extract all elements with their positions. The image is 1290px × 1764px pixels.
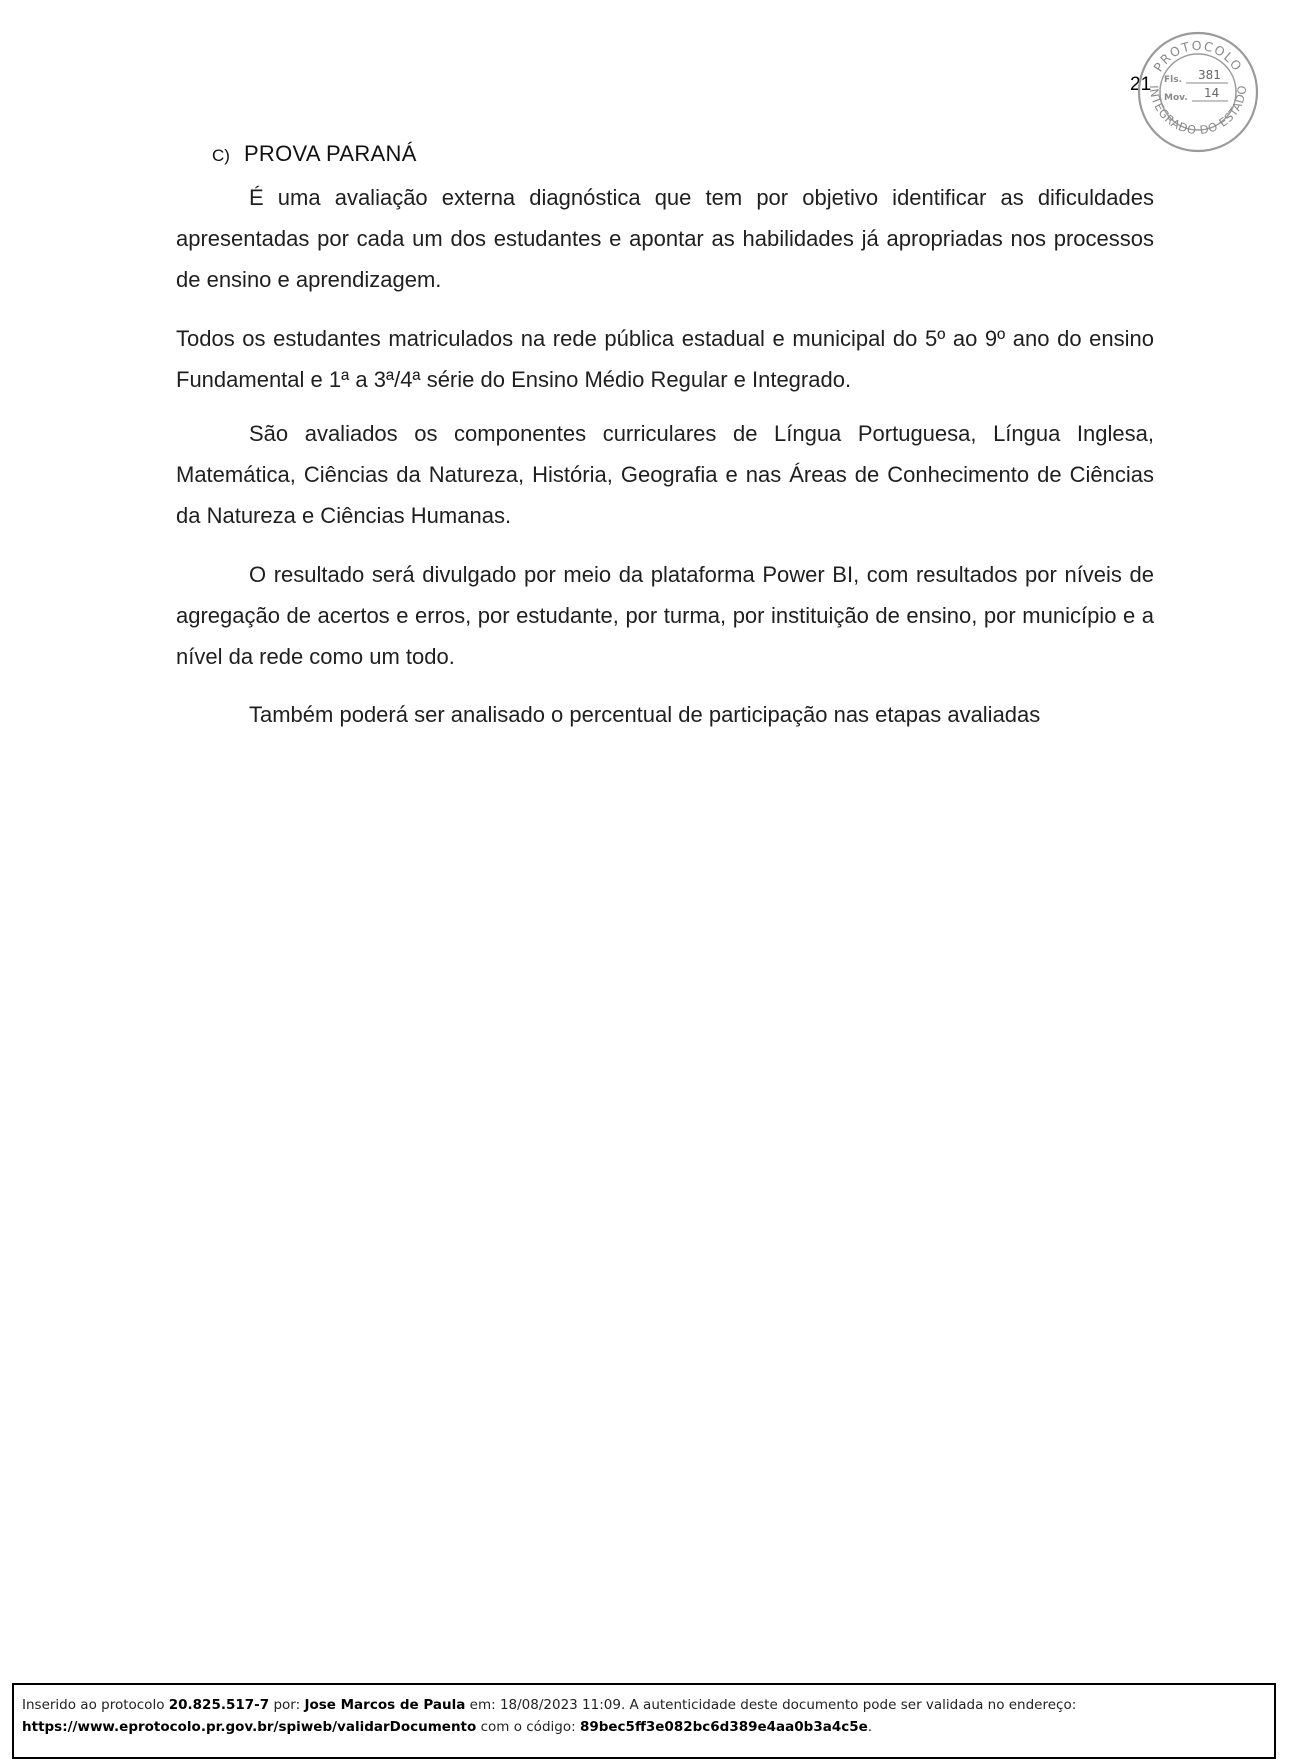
authentication-footer — [12, 1683, 1276, 1759]
paragraph-participation: Também poderá ser analisado o percentual de participação nas etapas avaliadas — [249, 702, 1041, 727]
footer-validation-url[interactable]: https://www.eprotocolo.pr.gov.br/spiweb/validarDocumento — [22, 1719, 477, 1735]
footer-validation-code: 89bec5ff3e082bc6d389e4aa0b3a4c5e — [579, 1719, 868, 1735]
section-title: PROVA PARANÁ — [243, 141, 417, 166]
section-heading — [212, 141, 417, 167]
protocol-stamp — [1136, 30, 1260, 154]
footer-text: Inserido ao protocolo — [22, 1697, 169, 1713]
footer-text: em: 18/08/2023 11:09. A autenticidade deste documento pode ser validada no endereço: — [465, 1697, 1077, 1713]
paragraph-results: O resultado será divulgado por meio da plataforma Power BI, com resultados por níveis de agregação de acertos e erros, por estudante, por turma, por instituição de ensino, por município e a nível da rede como um todo. — [176, 562, 1154, 669]
footer-text: por: — [269, 1697, 305, 1713]
page-number: 21 — [1130, 74, 1152, 95]
svg-text:Mov.: Mov. — [1164, 93, 1188, 103]
svg-text:Fls.: Fls. — [1164, 75, 1183, 85]
footer-author: Jose Marcos de Paula — [304, 1697, 466, 1713]
paragraph-components: São avaliados os componentes curriculares de Língua Portuguesa, Língua Inglesa, Matemática, Ciências da Natureza, História, Geografia e nas Áreas de Conhecimento de Ciências da Natureza e Ciências Humanas. — [176, 421, 1154, 528]
svg-text:381: 381 — [1198, 68, 1221, 82]
paragraph-intro: É uma avaliação externa diagnóstica que tem por objetivo identificar as dificuldades apresentadas por cada um dos estudantes e apontar as habilidades já apropriadas nos processos de ensino e aprendizagem. — [176, 185, 1154, 292]
protocol-stamp-seal — [1136, 30, 1260, 154]
footer-protocol-number: 20.825.517-7 — [168, 1697, 270, 1713]
footer-text: . — [867, 1719, 873, 1735]
section-letter: C) — [212, 146, 230, 165]
footer-text: com o código: — [476, 1719, 580, 1735]
svg-text:14: 14 — [1204, 86, 1220, 100]
paragraph-students: Todos os estudantes matriculados na rede pública estadual e municipal do 5º ao 9º ano do ensino Fundamental e 1ª a 3ª/4ª série do Ensino Médio Regular e Integrado. — [176, 326, 1154, 392]
svg-text:INTEGRADO DO ESTADO: INTEGRADO DO ESTADO — [1146, 84, 1250, 138]
svg-text:PROTOCOLO: PROTOCOLO — [1150, 37, 1246, 75]
